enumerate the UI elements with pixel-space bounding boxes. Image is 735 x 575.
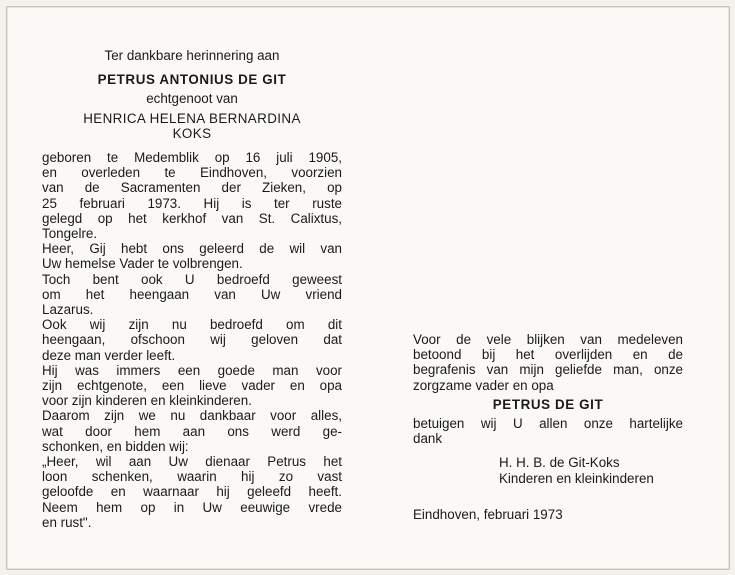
text-line: Heer, Gij hebt ons geleerd de wil van: [42, 241, 342, 257]
thanks-line: begrafenis van mijn geliefde man, onze: [413, 362, 683, 378]
thanks-line: dank: [413, 431, 443, 447]
thanks-line: zorgzame vader en opa: [413, 377, 554, 393]
right-panel: [413, 332, 683, 486]
text-line: Neem hem op in Uw eeuwige vrede: [42, 499, 342, 515]
thanks-line: betoond bij het overlijden en de: [413, 347, 683, 363]
text-line: „Heer, wil aan Uw dienaar Petrus het: [42, 454, 342, 470]
spouse-name-line1: HENRICA HELENA BERNARDINA: [83, 110, 301, 126]
text-line: om het heengaan van Uw vriend: [42, 286, 342, 302]
text-line: en rust".: [42, 514, 92, 530]
text-line: heengaan, ofschoon wij geloven dat: [42, 332, 342, 348]
deceased-name: PETRUS ANTONIUS DE GIT: [97, 72, 287, 88]
text-line: loon schenken, waarin hij zo vast: [42, 469, 342, 485]
text-line: Ook wij zijn nu bedroefd om dit: [42, 317, 342, 333]
spouse-name-line2: KOKS: [172, 125, 212, 141]
text-line: Lazarus.: [42, 302, 94, 318]
text-line: Tongelre.: [42, 226, 98, 242]
text-line: Uw hemelse Vader te volbrengen.: [42, 256, 243, 272]
text-line: Hij was immers een goede man voor: [42, 362, 342, 378]
intro-line: Ter dankbare herinnering aan: [104, 48, 280, 63]
place-date: Eindhoven, februari 1973: [413, 507, 563, 522]
text-line: deze man verder leeft.: [42, 347, 176, 363]
text-line: 25 februari 1973. Hij is ter ruste: [42, 195, 342, 211]
text-line: zijn echtgenote, een lieve vader en opa: [42, 378, 342, 394]
signature-line: H. H. B. de Git-Koks: [499, 455, 620, 471]
text-line: geboren te Medemblik op 16 juli 1905,: [42, 150, 342, 166]
memorial-text: [42, 150, 342, 530]
text-line: voor zijn kinderen en kleinkinderen.: [42, 393, 252, 409]
thanks-line: betuigen wij U allen onze hartelijke: [413, 416, 683, 432]
text-line: Daarom zijn we nu dankbaar voor alles,: [42, 408, 342, 424]
signature-line: Kinderen en kleinkinderen: [499, 470, 654, 486]
left-panel: [42, 48, 342, 530]
text-line: wat door hem aan ons werd ge-: [42, 423, 342, 439]
text-line: geloofde en waarnaar hij geleefd heeft.: [42, 484, 342, 500]
deceased-short-name: PETRUS DE GIT: [492, 396, 604, 412]
spouse-intro: echtgenoot van: [146, 91, 238, 107]
thanks-line: Voor de vele blijken van medeleven: [413, 332, 683, 347]
text-line: van de Sacramenten der Zieken, op: [42, 180, 342, 196]
text-line: schonken, en bidden wij:: [42, 438, 189, 454]
text-line: en overleden te Eindhoven, voorzien: [42, 165, 342, 181]
text-line: Toch bent ook U bedroefd geweest: [42, 271, 342, 287]
text-line: gelegd op het kerkhof van St. Calixtus,: [42, 210, 342, 226]
